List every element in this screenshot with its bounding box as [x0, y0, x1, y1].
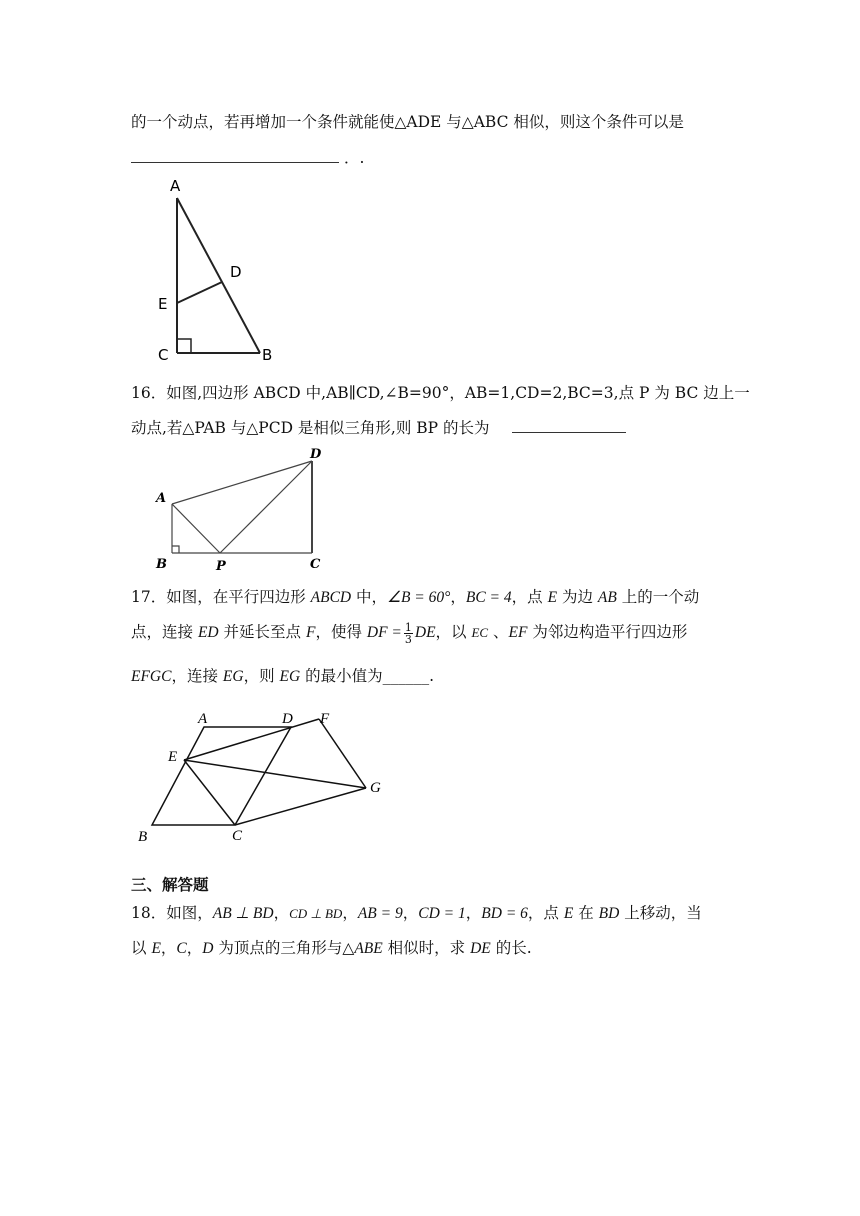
- q18-l1-b: ，: [273, 904, 290, 922]
- q17-l1-math2: ∠B = 60°: [387, 589, 451, 606]
- q17-l2-math5: EC: [471, 625, 489, 640]
- q18-l1-math4: CD = 1: [418, 905, 466, 922]
- q17-text-line3: [131, 664, 434, 686]
- q17-text-line1: [131, 585, 699, 607]
- q18-l1-math5: BD = 6: [481, 905, 528, 922]
- q17-l2-c: ，使得: [315, 623, 367, 641]
- q18-l2-math2: C: [176, 940, 187, 957]
- q17-segment-gc: [235, 788, 366, 825]
- q18-l1-e: ，: [465, 904, 482, 922]
- q16-line2-text: 动点,若△PAB 与△PCD 是相似三角形,则 BP 的长为: [131, 419, 490, 437]
- q17-fraction-numerator: 1: [404, 620, 412, 634]
- q17-label-b: B: [138, 829, 148, 845]
- q18-l1-math1: AB ⊥ BD: [212, 905, 274, 922]
- q17-label-a: A: [198, 711, 208, 727]
- q17-l3-b: ，则: [243, 667, 280, 685]
- q16-right-angle-mark: [172, 546, 179, 553]
- q18-l2-math4: ABE: [354, 940, 383, 957]
- section-title: 三、解答题: [131, 876, 209, 894]
- q15-line2-tail: ．.: [343, 149, 365, 167]
- q15-side-ab: [177, 198, 260, 353]
- q18-l1-f: ，点: [527, 904, 564, 922]
- q16-text-line1: 16．如图,四边形 ABCD 中,AB∥CD,∠B=90°，AB=1,CD=2,BC=3,点 P 为 BC 边上一: [131, 384, 750, 402]
- q17-l3-math2: EG: [222, 668, 244, 685]
- q16-label-p: P: [216, 559, 226, 574]
- q17-answer-blank: ______: [382, 667, 430, 685]
- q17-label-d: D: [282, 711, 293, 727]
- q15-right-angle-mark: [177, 339, 191, 353]
- q18-l1-g: 在: [573, 904, 599, 922]
- q18-l2-f: 的长.: [490, 939, 532, 957]
- q16-text-line2: [131, 416, 626, 438]
- q18-l2-a: 以: [131, 939, 152, 957]
- q18-l1-a: 18．如图，: [131, 904, 213, 922]
- q17-fraction-denominator: 3: [404, 632, 412, 646]
- q18-l2-e: 相似时，求: [382, 939, 471, 957]
- q18-l2-b: ，: [160, 939, 177, 957]
- q15-text-line1: 的一个动点，若再增加一个条件就能使△ADE 与△ABC 相似，则这个条件可以是: [131, 113, 684, 131]
- q17-l2-math1: ED: [197, 624, 219, 641]
- q16-label-d: D: [310, 447, 322, 462]
- q15-label-c: C: [158, 346, 169, 364]
- q15-segment-de: [177, 282, 222, 303]
- q17-l3-math1: EFGC: [131, 668, 172, 685]
- q17-segment-eg: [184, 760, 366, 788]
- q18-l1-math7: BD: [598, 905, 620, 922]
- q17-figure: [130, 705, 400, 850]
- q15-answer-blank: [131, 148, 339, 163]
- q16-figure: [150, 444, 340, 574]
- q17-parallelogram-abcd: [152, 727, 291, 825]
- q17-l2-math6: EF: [508, 624, 528, 641]
- q17-l1-e: 为边: [557, 588, 598, 606]
- q17-l3-a: ，连接: [171, 667, 223, 685]
- q17-label-f: F: [320, 711, 330, 727]
- q17-l2-b: 并延长至点: [218, 623, 306, 641]
- q18-l2-math3: D: [202, 940, 214, 957]
- q17-l1-f: 上的一个动: [616, 588, 700, 606]
- q17-l3-c: 的最小值为: [300, 667, 383, 685]
- q18-l2-d: 为顶点的三角形与△: [213, 939, 355, 957]
- q17-fraction: [404, 622, 413, 645]
- q18-l1-math2: CD ⊥ BD: [289, 906, 343, 921]
- q17-l2-math3: DF =: [366, 624, 402, 641]
- q17-l2-f: 为邻边构造平行四边形: [527, 623, 688, 641]
- q17-l1-math1: ABCD: [310, 589, 352, 606]
- q17-label-g: G: [370, 780, 381, 796]
- q15-text-line2: [131, 146, 364, 168]
- q17-l2-d: ，以: [435, 623, 472, 641]
- q17-segment-ec: [184, 760, 235, 825]
- q18-l1-math3: AB = 9: [357, 905, 403, 922]
- q17-label-c: C: [232, 828, 243, 844]
- q15-label-e: E: [158, 295, 168, 313]
- q18-l1-d: ，: [402, 904, 419, 922]
- q18-text-line2: [131, 936, 532, 958]
- q18-l2-c: ，: [186, 939, 203, 957]
- q18-text-line1: [131, 901, 702, 923]
- q15-label-b: B: [262, 346, 273, 364]
- q17-l1-math5: AB: [597, 589, 617, 606]
- q17-label-e: E: [168, 749, 178, 765]
- q16-label-c: C: [310, 557, 321, 572]
- q16-label-a: A: [156, 491, 167, 506]
- q17-l1-c: ，: [450, 588, 466, 606]
- q17-l3-math3: EG: [279, 668, 301, 685]
- q17-text-line2: [131, 620, 687, 645]
- q18-l2-math1: E: [151, 940, 161, 957]
- q17-l2-math2: F: [305, 624, 316, 641]
- q18-l2-math5: DE: [470, 940, 491, 957]
- q17-segment-fg: [319, 719, 366, 788]
- q16-label-b: B: [156, 557, 167, 572]
- q15-label-d: D: [230, 263, 242, 281]
- q17-l2-a: 点，连接: [131, 623, 198, 641]
- q17-l1-math4: E: [547, 589, 558, 606]
- q17-l2-e: 、: [488, 623, 509, 641]
- q16-answer-blank: [512, 418, 626, 433]
- q17-l1-math3: BC = 4: [465, 589, 512, 606]
- q15-figure: [150, 175, 290, 365]
- q17-l1-d: ，点: [511, 588, 548, 606]
- q17-l1-a: 17．如图，在平行四边形: [131, 588, 311, 606]
- q17-l3-d: .: [429, 667, 435, 685]
- q15-label-a: A: [170, 177, 181, 195]
- q18-l1-c: ，: [342, 904, 358, 922]
- q18-l1-h: 上移动，当: [619, 904, 702, 922]
- q17-l1-b: 中，: [351, 588, 388, 606]
- q18-l1-math6: E: [563, 905, 574, 922]
- q17-l2-math4: DE: [414, 624, 436, 641]
